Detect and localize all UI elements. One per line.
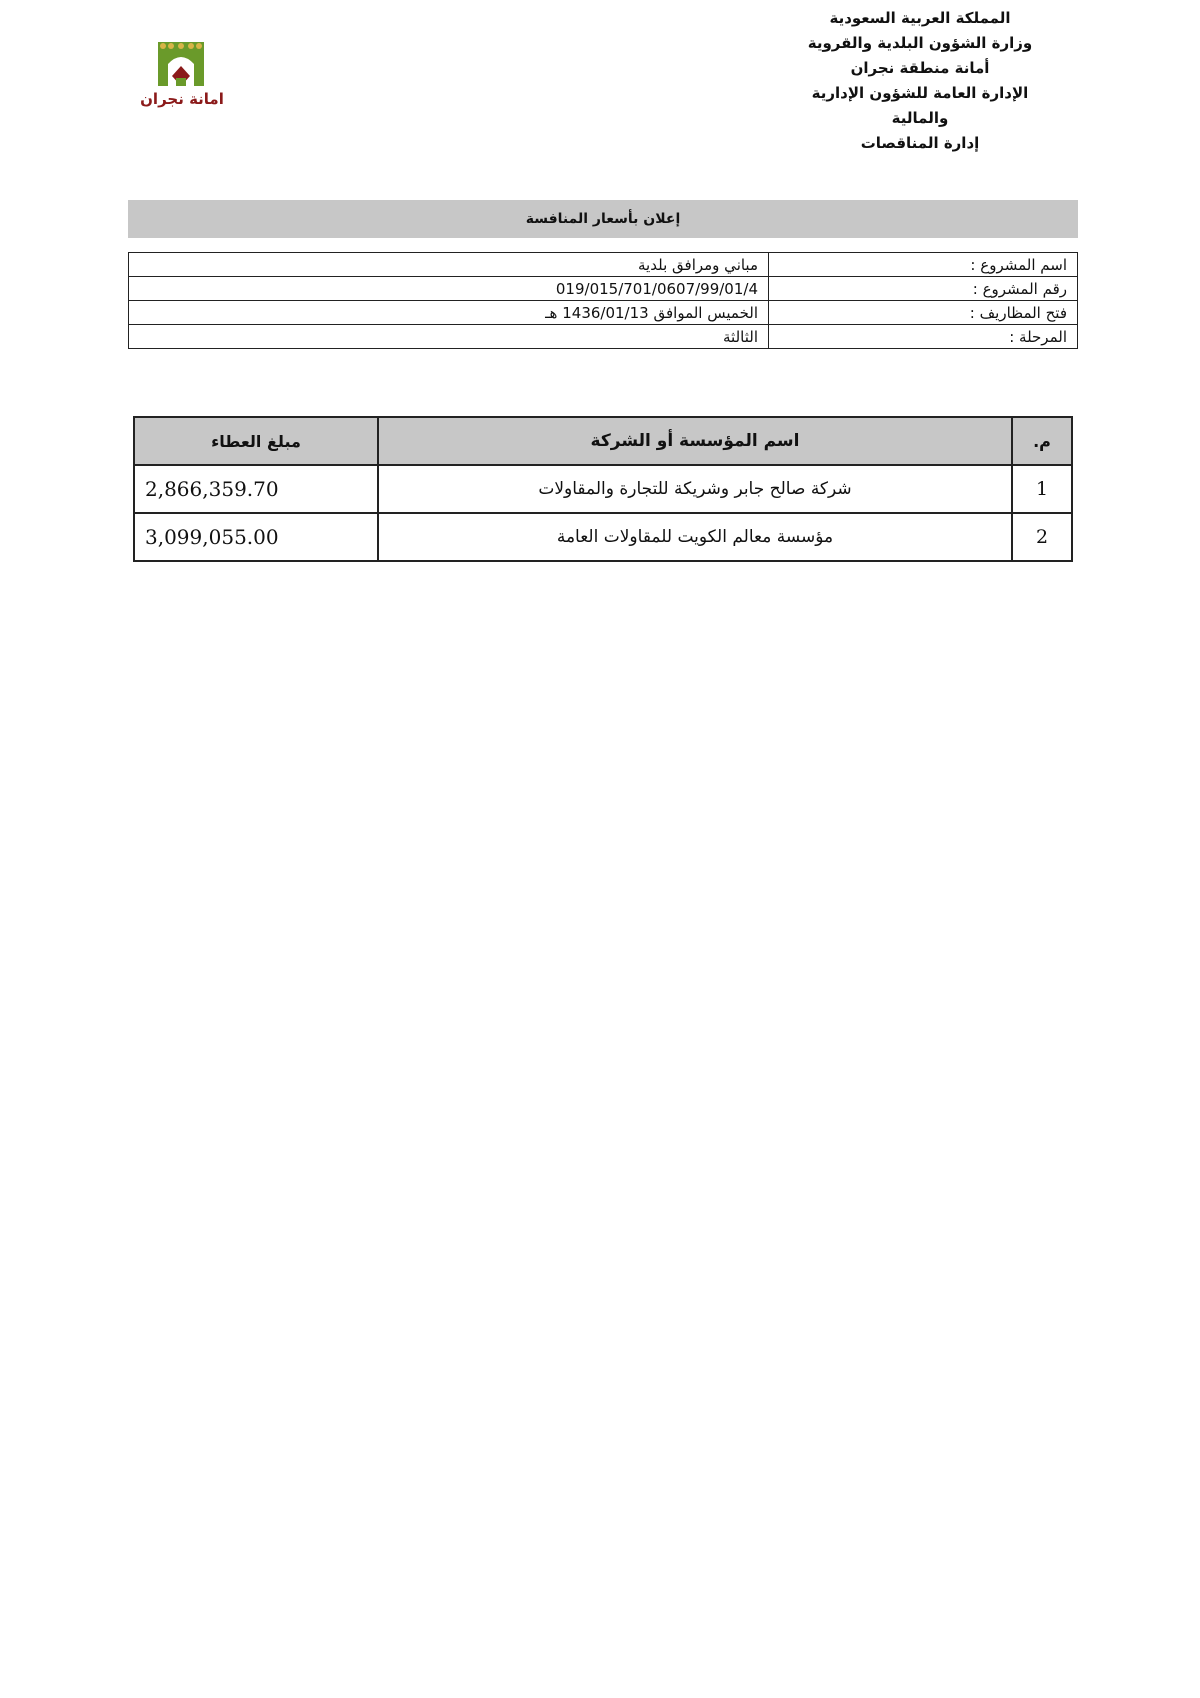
envelope-opening-label: فتح المظاريف :	[769, 301, 1078, 325]
bids-header-number: م.	[1012, 417, 1072, 465]
header-line-ministry: وزارة الشؤون البلدية والقروية	[807, 34, 1033, 52]
project-number-label: رقم المشروع :	[769, 277, 1078, 301]
info-row-stage	[129, 325, 1078, 349]
bids-header-row	[134, 417, 1072, 465]
bid-company-name: مؤسسة معالم الكويت للمقاولات العامة	[378, 513, 1012, 561]
bids-table	[133, 416, 1073, 562]
project-number-cell	[129, 277, 769, 301]
table-row	[134, 513, 1072, 561]
header-line-kingdom: المملكة العربية السعودية	[829, 9, 1011, 27]
header-line-tenders: إدارة المناقصات	[860, 134, 980, 152]
project-info-table	[128, 252, 1078, 349]
announcement-title: إعلان بأسعار المنافسة	[128, 200, 1078, 238]
bid-amount: 2,866,359.70	[134, 465, 378, 513]
stage-value: الثالثة	[129, 325, 769, 349]
project-number-value: 019/015/701/0607/99/01/4	[555, 279, 758, 298]
project-name-label: اسم المشروع :	[769, 253, 1078, 277]
header-line-financial: والمالية	[891, 109, 949, 127]
bid-company-name: شركة صالح جابر وشريكة للتجارة والمقاولات	[378, 465, 1012, 513]
bid-amount: 3,099,055.00	[134, 513, 378, 561]
envelope-opening-value: الخميس الموافق 1436/01/13 هـ	[129, 301, 769, 325]
header-line-general-admin: الإدارة العامة للشؤون الإدارية	[811, 84, 1029, 102]
header-line-municipality: أمانة منطقة نجران	[850, 59, 990, 77]
logo-text: امانة نجران	[140, 90, 224, 108]
bids-header-amount: مبلغ العطاء	[134, 417, 378, 465]
bids-header-company: اسم المؤسسة أو الشركة	[378, 417, 1012, 465]
organization-header	[770, 6, 1070, 156]
najran-municipality-logo-icon	[138, 40, 226, 120]
bid-number: 1	[1012, 465, 1072, 513]
bid-number: 2	[1012, 513, 1072, 561]
info-row-project-name	[129, 253, 1078, 277]
project-name-value: مباني ومرافق بلدية	[129, 253, 769, 277]
table-row	[134, 465, 1072, 513]
info-row-envelope-opening	[129, 301, 1078, 325]
stage-label: المرحلة :	[769, 325, 1078, 349]
info-row-project-number	[129, 277, 1078, 301]
